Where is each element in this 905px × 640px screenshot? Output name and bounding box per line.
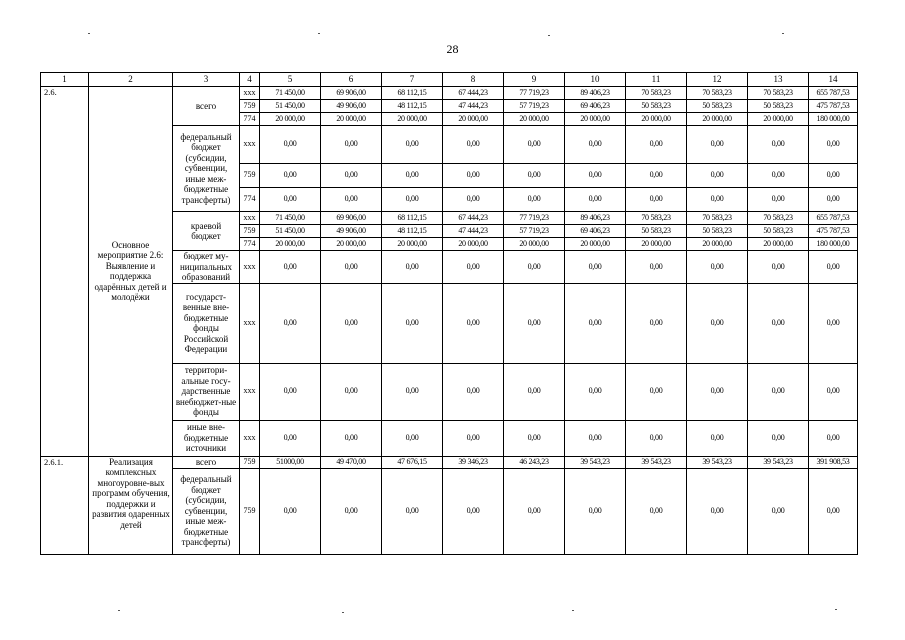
- header-cell: 5: [260, 73, 321, 87]
- value-cell: 20 000,00: [626, 113, 687, 126]
- value-cell: 70 583,23: [748, 87, 809, 100]
- funding-source: территори-альные госу-дарственные внебюджет-ные фонды: [173, 363, 240, 420]
- value-cell: 20 000,00: [504, 238, 565, 251]
- value-cell: 20 000,00: [504, 113, 565, 126]
- value-cell: 0,00: [504, 468, 565, 554]
- value-cell: 0,00: [687, 164, 748, 188]
- value-cell: 0,00: [443, 164, 504, 188]
- value-cell: 0,00: [382, 363, 443, 420]
- header-row: [41, 73, 858, 87]
- value-cell: 39 543,23: [565, 456, 626, 468]
- value-cell: 50 583,23: [687, 225, 748, 238]
- value-cell: 0,00: [809, 420, 858, 456]
- value-cell: 70 583,23: [687, 212, 748, 225]
- value-cell: 0,00: [382, 468, 443, 554]
- value-cell: 50 583,23: [748, 100, 809, 113]
- budget-code: xxx: [240, 283, 260, 363]
- value-cell: 0,00: [504, 283, 565, 363]
- value-cell: 475 787,53: [809, 100, 858, 113]
- header-cell: 9: [504, 73, 565, 87]
- value-cell: 20 000,00: [260, 238, 321, 251]
- value-cell: 0,00: [565, 420, 626, 456]
- value-cell: 89 406,23: [565, 212, 626, 225]
- value-cell: 47 444,23: [443, 225, 504, 238]
- value-cell: 49 906,00: [321, 225, 382, 238]
- value-cell: 0,00: [504, 363, 565, 420]
- value-cell: 39 543,23: [748, 456, 809, 468]
- value-cell: 0,00: [504, 251, 565, 284]
- value-cell: 0,00: [321, 126, 382, 164]
- budget-code: xxx: [240, 87, 260, 100]
- value-cell: 0,00: [687, 420, 748, 456]
- value-cell: 0,00: [626, 363, 687, 420]
- funding-source: всего: [173, 87, 240, 126]
- value-cell: 70 583,23: [687, 87, 748, 100]
- budget-code: 774: [240, 238, 260, 251]
- value-cell: 0,00: [443, 188, 504, 212]
- value-cell: 57 719,23: [504, 100, 565, 113]
- value-cell: 0,00: [809, 164, 858, 188]
- value-cell: 71 450,00: [260, 212, 321, 225]
- budget-code: xxx: [240, 363, 260, 420]
- value-cell: 0,00: [382, 283, 443, 363]
- value-cell: 0,00: [748, 164, 809, 188]
- value-cell: 0,00: [382, 126, 443, 164]
- value-cell: 0,00: [809, 126, 858, 164]
- header-cell: 10: [565, 73, 626, 87]
- value-cell: 69 406,23: [565, 225, 626, 238]
- value-cell: 0,00: [504, 188, 565, 212]
- value-cell: 0,00: [626, 126, 687, 164]
- funding-source: всего: [173, 456, 240, 468]
- value-cell: 0,00: [565, 251, 626, 284]
- value-cell: 0,00: [565, 283, 626, 363]
- value-cell: 51 450,00: [260, 100, 321, 113]
- value-cell: 20 000,00: [748, 113, 809, 126]
- value-cell: 0,00: [260, 363, 321, 420]
- value-cell: 0,00: [687, 363, 748, 420]
- budget-code: xxx: [240, 126, 260, 164]
- value-cell: 39 346,23: [443, 456, 504, 468]
- value-cell: 69 406,23: [565, 100, 626, 113]
- value-cell: 69 906,00: [321, 87, 382, 100]
- value-cell: 0,00: [626, 468, 687, 554]
- value-cell: 0,00: [260, 188, 321, 212]
- value-cell: 0,00: [809, 283, 858, 363]
- value-cell: 0,00: [748, 363, 809, 420]
- value-cell: 67 444,23: [443, 87, 504, 100]
- header-cell: 1: [41, 73, 89, 87]
- value-cell: 20 000,00: [382, 238, 443, 251]
- value-cell: 475 787,53: [809, 225, 858, 238]
- value-cell: 20 000,00: [382, 113, 443, 126]
- value-cell: 39 543,23: [687, 456, 748, 468]
- value-cell: 0,00: [382, 188, 443, 212]
- value-cell: 68 112,15: [382, 212, 443, 225]
- value-cell: 20 000,00: [687, 238, 748, 251]
- value-cell: 50 583,23: [626, 225, 687, 238]
- value-cell: 0,00: [504, 164, 565, 188]
- value-cell: 0,00: [626, 420, 687, 456]
- value-cell: 47 444,23: [443, 100, 504, 113]
- value-cell: 180 000,00: [809, 238, 858, 251]
- budget-code: 759: [240, 225, 260, 238]
- value-cell: 20 000,00: [565, 113, 626, 126]
- funding-source: краевой бюджет: [173, 212, 240, 251]
- header-cell: 13: [748, 73, 809, 87]
- value-cell: 20 000,00: [443, 113, 504, 126]
- budget-code: xxx: [240, 212, 260, 225]
- funding-source: федеральный бюджет (субсидии, субвенции, иные меж-бюджетные трансферты): [173, 468, 240, 554]
- value-cell: 0,00: [504, 126, 565, 164]
- funding-source: государст-венные вне-бюджетные фонды Российской Федерации: [173, 283, 240, 363]
- value-cell: 0,00: [443, 251, 504, 284]
- value-cell: 0,00: [565, 164, 626, 188]
- measure-name: Реализация комплексных многоуровне-вых программ обучения, поддержки и развития одаренных детей: [89, 456, 173, 554]
- value-cell: 0,00: [626, 188, 687, 212]
- header-cell: 4: [240, 73, 260, 87]
- value-cell: 0,00: [443, 363, 504, 420]
- value-cell: 0,00: [565, 363, 626, 420]
- value-cell: 0,00: [687, 188, 748, 212]
- value-cell: 0,00: [321, 251, 382, 284]
- value-cell: 77 719,23: [504, 212, 565, 225]
- value-cell: 49 470,00: [321, 456, 382, 468]
- value-cell: 0,00: [260, 164, 321, 188]
- budget-code: xxx: [240, 420, 260, 456]
- value-cell: 49 906,00: [321, 100, 382, 113]
- value-cell: 0,00: [565, 468, 626, 554]
- value-cell: 0,00: [748, 188, 809, 212]
- value-cell: 0,00: [565, 126, 626, 164]
- value-cell: 0,00: [321, 283, 382, 363]
- value-cell: 70 583,23: [626, 87, 687, 100]
- table-row: [41, 87, 858, 100]
- value-cell: 71 450,00: [260, 87, 321, 100]
- value-cell: 77 719,23: [504, 87, 565, 100]
- value-cell: 50 583,23: [687, 100, 748, 113]
- value-cell: 0,00: [809, 251, 858, 284]
- budget-code: 759: [240, 100, 260, 113]
- value-cell: 655 787,53: [809, 212, 858, 225]
- value-cell: 655 787,53: [809, 87, 858, 100]
- value-cell: 0,00: [809, 363, 858, 420]
- value-cell: 0,00: [443, 283, 504, 363]
- budget-code: 759: [240, 164, 260, 188]
- value-cell: 0,00: [748, 251, 809, 284]
- value-cell: 0,00: [626, 251, 687, 284]
- value-cell: 0,00: [260, 468, 321, 554]
- header-cell: 11: [626, 73, 687, 87]
- value-cell: 48 112,15: [382, 225, 443, 238]
- value-cell: 20 000,00: [260, 113, 321, 126]
- header-cell: 6: [321, 73, 382, 87]
- value-cell: 0,00: [748, 468, 809, 554]
- value-cell: 20 000,00: [321, 113, 382, 126]
- value-cell: 391 908,53: [809, 456, 858, 468]
- table-row: [41, 456, 858, 468]
- row-number: 2.6.1.: [41, 456, 89, 554]
- header-cell: 8: [443, 73, 504, 87]
- value-cell: 0,00: [382, 164, 443, 188]
- value-cell: 0,00: [260, 126, 321, 164]
- value-cell: 50 583,23: [626, 100, 687, 113]
- value-cell: 0,00: [382, 420, 443, 456]
- value-cell: 0,00: [321, 468, 382, 554]
- budget-code: 774: [240, 113, 260, 126]
- value-cell: 20 000,00: [626, 238, 687, 251]
- value-cell: 0,00: [687, 283, 748, 363]
- value-cell: 20 000,00: [565, 238, 626, 251]
- measure-name: Основное мероприятие 2.6: Выявление и поддержка одарённых детей и молодёжи: [89, 87, 173, 457]
- funding-source: федеральный бюджет (субсидии, субвенции, иные меж-бюджетные трансферты): [173, 126, 240, 212]
- value-cell: 0,00: [626, 164, 687, 188]
- value-cell: 0,00: [809, 188, 858, 212]
- value-cell: 68 112,15: [382, 87, 443, 100]
- page-number: 28: [446, 42, 459, 56]
- budget-code: xxx: [240, 251, 260, 284]
- value-cell: 0,00: [443, 420, 504, 456]
- value-cell: 0,00: [443, 468, 504, 554]
- value-cell: 0,00: [748, 126, 809, 164]
- budget-code: 759: [240, 468, 260, 554]
- value-cell: 0,00: [504, 420, 565, 456]
- value-cell: 0,00: [260, 283, 321, 363]
- value-cell: 0,00: [748, 283, 809, 363]
- value-cell: 50 583,23: [748, 225, 809, 238]
- value-cell: 0,00: [382, 251, 443, 284]
- value-cell: 89 406,23: [565, 87, 626, 100]
- value-cell: 0,00: [626, 283, 687, 363]
- value-cell: 39 543,23: [626, 456, 687, 468]
- header-cell: 14: [809, 73, 858, 87]
- budget-code: 759: [240, 456, 260, 468]
- value-cell: 0,00: [321, 363, 382, 420]
- value-cell: 46 243,23: [504, 456, 565, 468]
- value-cell: 48 112,15: [382, 100, 443, 113]
- header-cell: 12: [687, 73, 748, 87]
- value-cell: 0,00: [687, 126, 748, 164]
- funding-source: бюджет му-ниципальных образований: [173, 251, 240, 284]
- value-cell: 69 906,00: [321, 212, 382, 225]
- value-cell: 0,00: [321, 420, 382, 456]
- value-cell: 70 583,23: [748, 212, 809, 225]
- value-cell: 67 444,23: [443, 212, 504, 225]
- row-number: 2.6.: [41, 87, 89, 457]
- value-cell: 0,00: [748, 420, 809, 456]
- value-cell: 180 000,00: [809, 113, 858, 126]
- value-cell: 20 000,00: [321, 238, 382, 251]
- value-cell: 0,00: [687, 468, 748, 554]
- budget-table: [40, 72, 858, 555]
- value-cell: 0,00: [321, 188, 382, 212]
- value-cell: 0,00: [809, 468, 858, 554]
- value-cell: 0,00: [687, 251, 748, 284]
- value-cell: 20 000,00: [748, 238, 809, 251]
- funding-source: иные вне-бюджетные источники: [173, 420, 240, 456]
- value-cell: 51000,00: [260, 456, 321, 468]
- value-cell: 20 000,00: [687, 113, 748, 126]
- header-cell: 7: [382, 73, 443, 87]
- value-cell: 70 583,23: [626, 212, 687, 225]
- value-cell: 0,00: [565, 188, 626, 212]
- header-cell: 2: [89, 73, 173, 87]
- value-cell: 20 000,00: [443, 238, 504, 251]
- value-cell: 0,00: [260, 420, 321, 456]
- budget-code: 774: [240, 188, 260, 212]
- value-cell: 57 719,23: [504, 225, 565, 238]
- header-cell: 3: [173, 73, 240, 87]
- value-cell: 0,00: [321, 164, 382, 188]
- value-cell: 0,00: [443, 126, 504, 164]
- value-cell: 47 676,15: [382, 456, 443, 468]
- value-cell: 51 450,00: [260, 225, 321, 238]
- value-cell: 0,00: [260, 251, 321, 284]
